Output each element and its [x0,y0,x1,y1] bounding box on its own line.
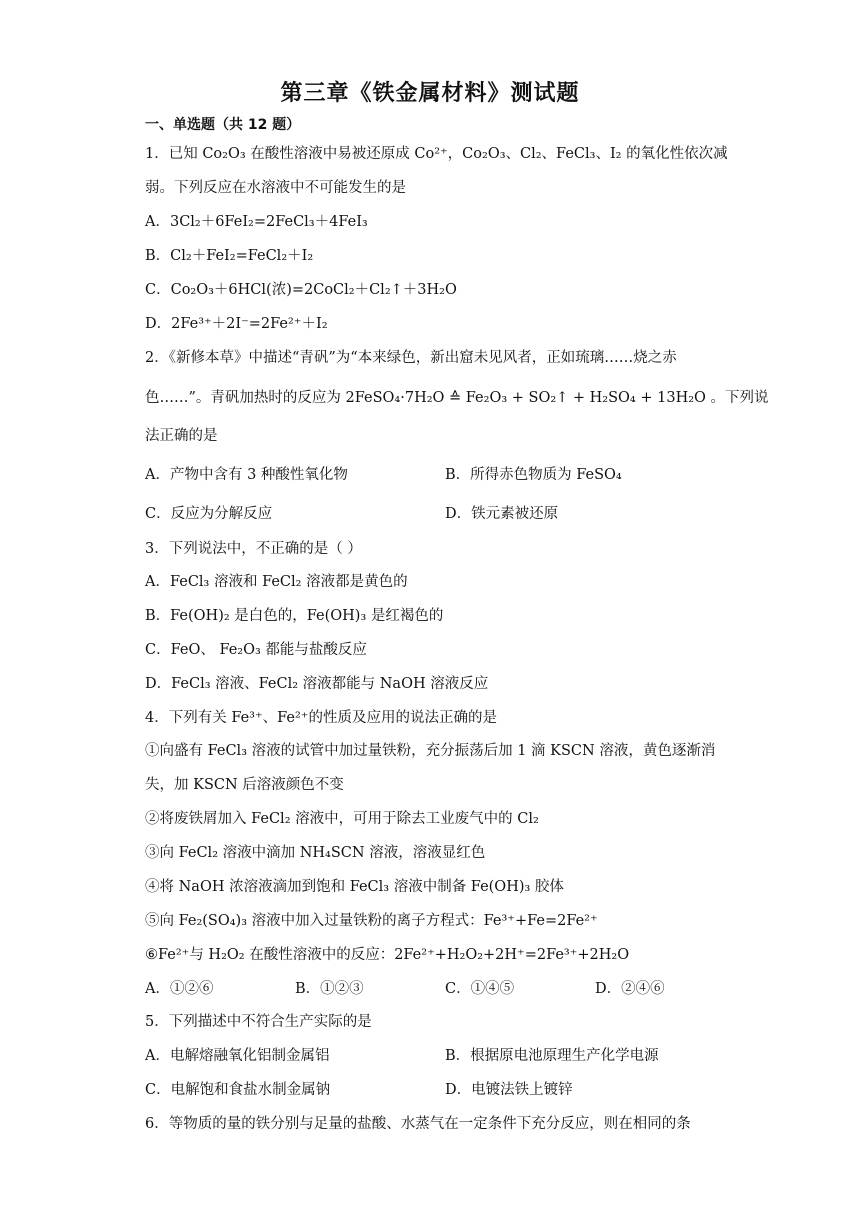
q2-option-c: C．反应为分解反应 [145,506,273,522]
q2-option-a: A．产物中含有 3 种酸性氧化物 [145,467,348,483]
q6-stem-line-1: 6．等物质的量的铁分别与足量的盐酸、水蒸气在一定条件下充分反应，则在相同的条 [145,1116,691,1132]
q4-statement-6: ⑥Fe²⁺与 H₂O₂ 在酸性溶液中的反应：2Fe²⁺+H₂O₂+2H⁺=2Fe³⁺+2H₂O [145,947,630,963]
q2-option-b: B．所得赤色物质为 FeSO₄ [445,467,622,483]
q1-stem-line-2: 弱。下列反应在水溶液中不可能发生的是 [145,180,406,196]
q3-option-c: C．FeO、 Fe₂O₃ 都能与盐酸反应 [145,642,367,658]
section-heading: 一、单选题（共 12 题） [145,117,301,133]
q3-option-b: B．Fe(OH)₂ 是白色的，Fe(OH)₃ 是红褐色的 [145,608,444,624]
q4-statement-3: ③向 FeCl₂ 溶液中滴加 NH₄SCN 溶液，溶液显红色 [145,845,486,861]
page-title: 第三章《铁金属材料》测试题 [280,81,580,106]
q4-statement-2: ②将废铁屑加入 FeCl₂ 溶液中，可用于除去工业废气中的 Cl₂ [145,811,539,827]
q4-statement-1-line-1: ①向盛有 FeCl₃ 溶液的试管中加过量铁粉，充分振荡后加 1 滴 KSCN 溶液，黄色逐渐消 [145,743,716,759]
q1-option-b: B．Cl₂＋FeI₂=FeCl₂＋I₂ [145,248,314,264]
q3-option-d: D．FeCl₃ 溶液、FeCl₂ 溶液都能与 NaOH 溶液反应 [145,676,489,692]
q5-stem: 5．下列描述中不符合生产实际的是 [145,1014,372,1030]
q2-option-d: D．铁元素被还原 [445,506,559,522]
q4-stem: 4．下列有关 Fe³⁺、Fe²⁺的性质及应用的说法正确的是 [145,710,497,726]
q2-stem-line-2: 色……”。青矾加热时的反应为 2FeSO₄·7H₂O ≙ Fe₂O₃ + SO₂↑ + H₂SO₄ + 13H₂O 。下列说 [145,390,769,406]
q1-option-a: A．3Cl₂＋6FeI₂=2FeCl₃＋4FeI₃ [145,214,368,230]
q1-stem-line-1: 1．已知 Co₂O₃ 在酸性溶液中易被还原成 Co²⁺，Co₂O₃、Cl₂、FeCl₃、I₂ 的氧化性依次减 [145,146,728,162]
q3-stem: 3．下列说法中，不正确的是（ ） [145,541,362,557]
q4-option-d: D．②④⑥ [595,981,665,997]
q4-statement-1-line-2: 失，加 KSCN 后溶液颜色不变 [145,777,344,793]
q5-option-d: D．电镀法铁上镀锌 [445,1082,573,1098]
q4-option-a: A．①②⑥ [145,981,214,997]
q4-statement-5: ⑤向 Fe₂(SO₄)₃ 溶液中加入过量铁粉的离子方程式：Fe³⁺+Fe=2Fe²⁺ [145,913,598,929]
q1-option-d: D．2Fe³⁺＋2I⁻=2Fe²⁺＋I₂ [145,316,328,332]
q5-option-c: C．电解饱和食盐水制金属钠 [145,1082,331,1098]
q4-option-c: C．①④⑤ [445,981,515,997]
q1-option-c: C．Co₂O₃＋6HCl(浓)=2CoCl₂＋Cl₂↑＋3H₂O [145,282,457,298]
q2-stem-line-3: 法正确的是 [145,428,218,444]
q3-option-a: A．FeCl₃ 溶液和 FeCl₂ 溶液都是黄色的 [145,574,408,590]
q4-option-b: B．①②③ [295,981,364,997]
q5-option-a: A．电解熔融氧化铝制金属铝 [145,1048,330,1064]
q2-stem-line-1: 2．《新修本草》中描述“青矾”为“本来绿色，新出窟未见风者，正如琉璃……烧之赤 [145,350,677,366]
q4-statement-4: ④将 NaOH 浓溶液滴加到饱和 FeCl₃ 溶液中制备 Fe(OH)₃ 胶体 [145,879,564,895]
q5-option-b: B．根据原电池原理生产化学电源 [445,1048,659,1064]
